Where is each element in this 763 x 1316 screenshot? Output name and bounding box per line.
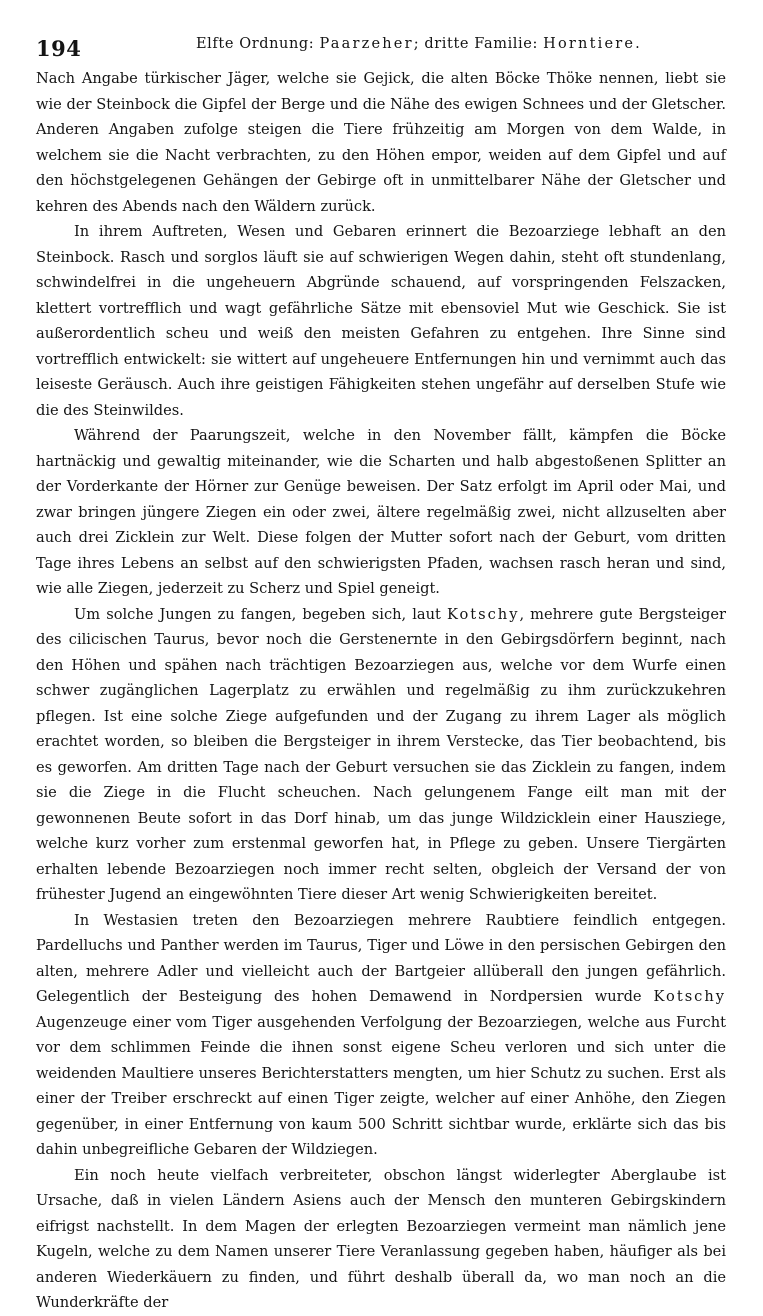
running-head-family: Horntiere [543, 36, 636, 52]
author-name: Kotschy [653, 988, 726, 1005]
author-name: Kotschy [446, 605, 520, 623]
paragraph: In ihrem Auftreten, Wesen und Gebaren erinnert die Bezoarziege lebhaft an den Steinbock. Rasch und sorglos läuft sie auf schwierigen Wegen dahin, steht oft stundenlang, schwindelfrei in die ungeheuern Abgründe schauend, auf vorspringenden Felszacken, klettert vortrefflich und wagt gefährliche Sätze mit ebensoviel Mut wie Geschick. Sie ist außerordentlich scheu und weiß den meisten Gefahren zu entgehen. Ihre Sinne sind vortrefflich entwickelt: sie wittert auf ungeheuere Entfernungen hin und vernimmt auch das leiseste Geräusch. Auch ihre geistigen Fähigkeiten stehen ungefähr auf derselben Stufe wie die des Steinwildes. [36, 223, 726, 419]
page-header [36, 30, 726, 64]
paragraph: Ein noch heute vielfach verbreiteter, obschon längst widerlegter Aberglaube ist Ursache, daß in vielen Ländern Asiens auch der Mensch den munteren Gebirgskindern eifrigst nachstellt. In dem Magen der erlegten Bezoarziegen vermeint man nämlich jene Kugeln, welche zu dem Namen unserer Tiere Veranlassung gegeben haben, häufiger als bei anderen Wiederkäuern zu finden, und führt deshalb überall da, wo man noch an die Wunderkräfte der [36, 1166, 726, 1311]
running-head-mid: ; dritte Familie: [413, 36, 544, 52]
page-number: 194 [36, 36, 82, 61]
running-head-suffix: . [635, 36, 641, 52]
paragraph [36, 602, 726, 908]
paragraph-text: Um solche Jungen zu fangen, begeben sich, laut [74, 605, 447, 623]
running-head-order: Paarzeher [319, 36, 414, 52]
paragraph [36, 908, 726, 1163]
paragraph-text: In Westasien treten den Bezoarziegen mehrere Raubtiere feindlich entgegen. Pardelluchs und Panther werden im Taurus, Tiger und Löwe in den persischen Gebirgen den alten, mehrere Adler und vielleicht auch der Bartgeier allüberall den jungen gefährlich. Gelegentlich der Besteigung des hohen Demawend in Nordpersien wurde [36, 911, 726, 1005]
running-head [196, 36, 640, 52]
running-head-prefix: Elfte Ordnung: [196, 36, 320, 52]
paragraph-text: , mehrere gute Bergsteiger des cilicischen Taurus, bevor noch die Gerstenernte in den Gebirgsdörfern beginnt, nach den Höhen und spähen nach trächtigen Bezoarziegen aus, welche vor dem Wurfe einen schwer zugänglichen Lagerplatz zu erwählen und regelmäßig zu ihm zurückzukehren pflegen. Ist eine solche Ziege aufgefunden und der Zugang zu ihrem Lager als möglich erachtet worden, so bleiben die Bergsteiger in ihrem Verstecke, das Tier beobachtend, bis es geworfen. Am dritten Tage nach der Geburt versuchen sie das Zicklein zu fangen, indem sie die Ziege in die Flucht scheuchen. Nach gelungenem Fange eilt man mit der gewonnenen Beute sofort in das Dorf hinab, um das junge Wildzicklein einer Hausziege, welche kurz vorher zum erstenmal geworfen hat, in Pflege zu geben. Unsere Tiergärten erhalten lebende Bezoarziegen noch immer recht selten, obgleich der Versand der von frühester Jugend an eingewöhnten Tiere dieser Art wenig Schwierigkeiten bereitet. [36, 605, 726, 903]
paragraph-text: Augenzeuge einer vom Tiger ausgehenden Verfolgung der Bezoarziegen, welche aus Furcht vor dem schlimmen Feinde die ihnen sonst eigene Scheu verloren und sich unter die weidenden Maultiere unseres Berichterstatters mengten, um hier Schutz zu suchen. Erst als einer der Treiber erschreckt auf einen Tiger zeigte, welcher auf einer Anhöhe, den Ziegen gegenüber, in einer Entfernung von kaum 500 Schritt sichtbar wurde, erklärte sich das bis dahin unbegreifliche Gebaren der Wildziegen. [36, 1013, 726, 1158]
paragraph: Während der Paarungszeit, welche in den November fällt, kämpfen die Böcke hartnäckig und gewaltig miteinander, wie die Scharten und halb abgestoßenen Splitter an der Vorderkante der Hörner zur Genüge beweisen. Der Satz erfolgt im April oder Mai, und zwar bringen jüngere Ziegen ein oder zwei, ältere regelmäßig zwei, nicht allzuselten aber auch drei Zicklein zur Welt. Diese folgen der Mutter sofort nach der Geburt, vom dritten Tage ihres Lebens an selbst auf den schwierigsten Pfaden, wachsen rasch heran und sind, wie alle Ziegen, jederzeit zu Scherz und Spiel geneigt. [36, 427, 726, 597]
paragraph: Nach Angabe türkischer Jäger, welche sie Gejick, die alten Böcke Thöke nennen, liebt sie wie der Steinbock die Gipfel der Berge und die Nähe des ewigen Schnees und der Gletscher. Anderen Angaben zufolge steigen die Tiere frühzeitig am Morgen von dem Walde, in welchem sie die Nacht verbrachten, zu den Höhen empor, weiden auf dem Gipfel und auf den höchstgelegenen Gehängen der Gebirge oft in unmittelbarer Nähe der Gletscher und kehren des Abends nach den Wäldern zurück. [36, 70, 726, 215]
body-text [36, 66, 726, 1316]
